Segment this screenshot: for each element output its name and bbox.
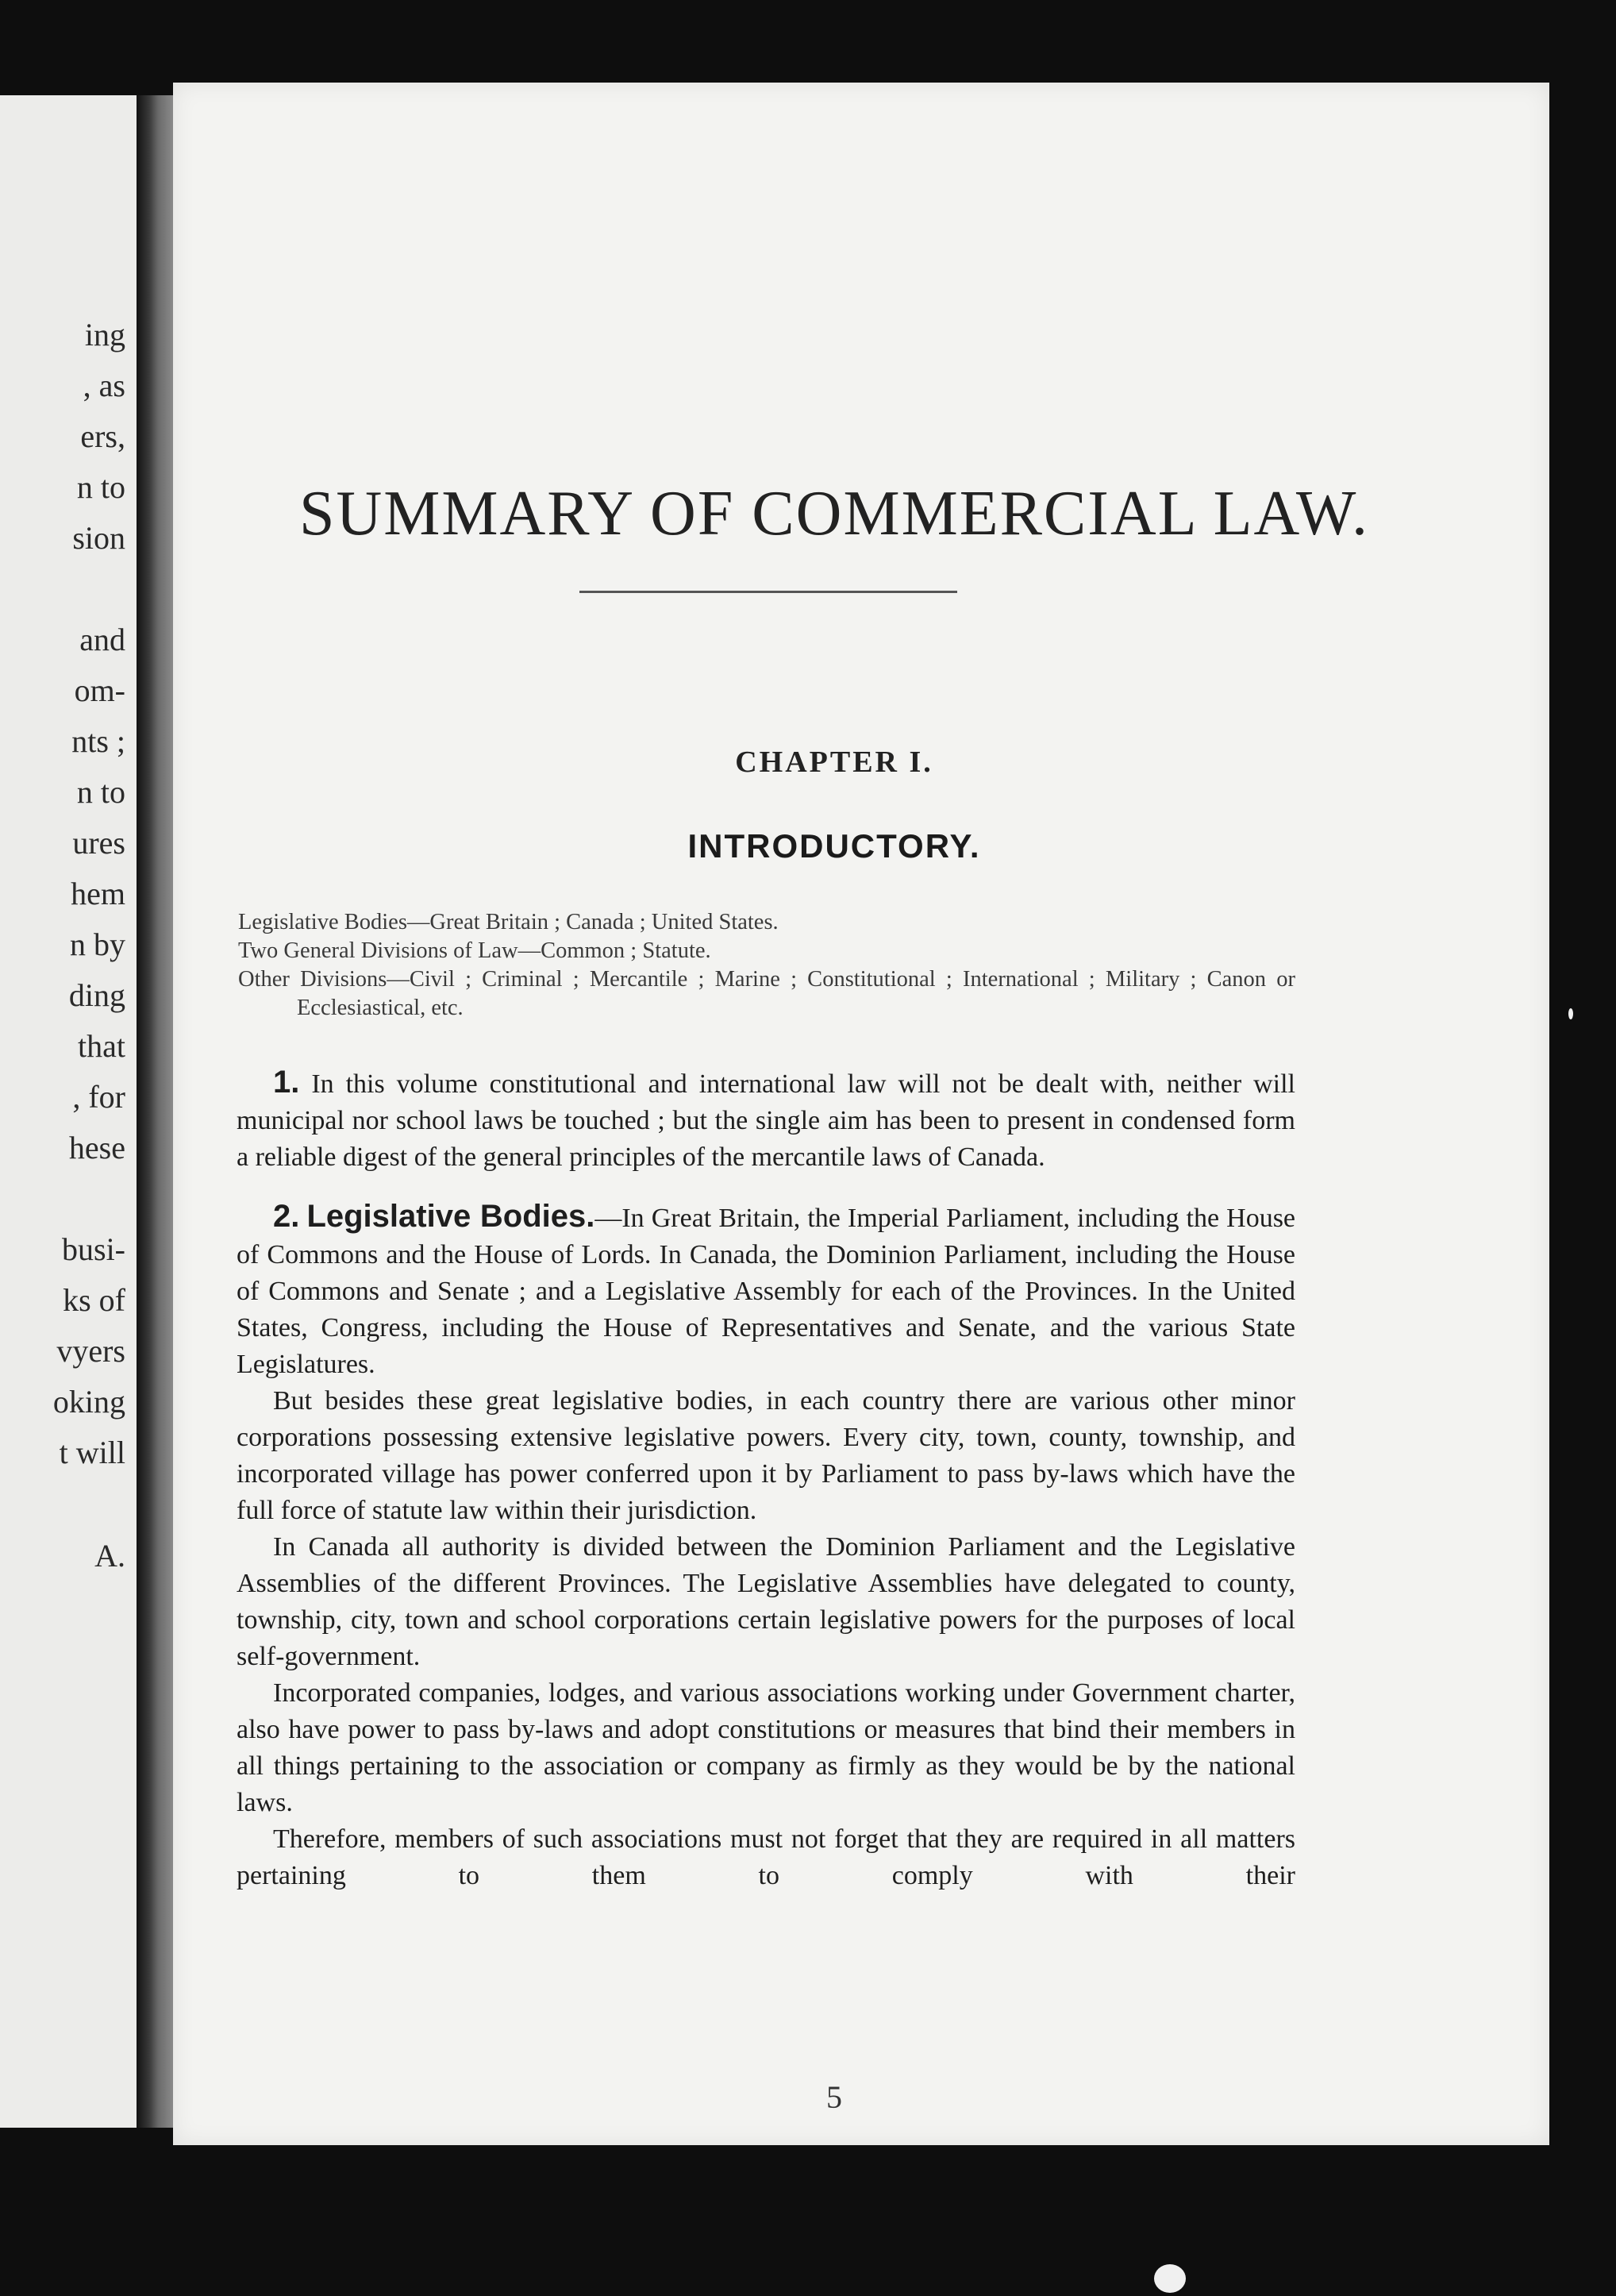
synopsis-line: Legislative Bodies—Great Britain ; Canada ; United States. bbox=[238, 910, 779, 934]
facing-page-fragment: ks of bbox=[63, 1282, 125, 1318]
book-page bbox=[173, 83, 1549, 2145]
facing-page-fragment: ding bbox=[68, 977, 125, 1013]
paragraph: But besides these great legislative bodies, in each country there are various other minor corporations possessing extensive legislative powers. Every city, town, county, township, and incorporated village has power conferred upon it by Parliament to pass by-laws which have the full force of statute law within their jurisdiction. bbox=[237, 1386, 1295, 1525]
paragraph: In Canada all authority is divided between the Dominion Parliament and the Legislative Assemblies of the different Provinces. The Legislative Assemblies have delegated to county, township, city, town and school corporations certain legislative powers for the purposes of local self-government. bbox=[237, 1532, 1295, 1671]
title-divider bbox=[579, 591, 957, 593]
section-1 bbox=[237, 1064, 1295, 1176]
synopsis-line: Two General Divisions of Law—Common ; Statute. bbox=[238, 938, 711, 963]
facing-page-fragment: , as bbox=[83, 368, 125, 403]
scan-speck bbox=[1154, 2264, 1186, 2293]
facing-page-fragment: n to bbox=[76, 774, 125, 810]
facing-page-fragment: n to bbox=[76, 469, 125, 505]
facing-page-fragment: , for bbox=[72, 1079, 125, 1115]
page-number: 5 bbox=[826, 2079, 842, 2115]
facing-page-fragment: that bbox=[78, 1028, 125, 1064]
facing-page-fragment: ing bbox=[84, 317, 125, 352]
synopsis-line: Other Divisions—Civil ; Criminal ; Mercantile ; Marine ; Constitutional ; International ; Military ; Canon or Ecclesiastical, etc. bbox=[238, 967, 1295, 1020]
paragraph: Incorporated companies, lodges, and various associations working under Government charter, also have power to pass by-laws and adopt constitutions or measures that bind their members in all things pertaining to the association or company as firmly as they would be by the national laws. bbox=[237, 1678, 1295, 1817]
facing-page-fragment: oking bbox=[52, 1384, 125, 1420]
section-text: —In Great Britain, the Imperial Parliament, including the House of Commons and the House of Lords. In Canada, the Dominion Parliament, including the House of Commons and Senate ; and a Legislative Assembly for each of the Provinces. In the United States, Congress, including the House of Representatives and Senate, and the various State Legislatures. bbox=[237, 1204, 1296, 1379]
facing-page-fragment: hem bbox=[71, 876, 125, 911]
section-heading: Legislative Bodies. bbox=[306, 1199, 595, 1234]
facing-page-fragment: ers, bbox=[80, 418, 125, 454]
facing-page-fragment: ures bbox=[72, 825, 125, 861]
paragraph: Therefore, members of such associations must not forget that they are required in all matters pertaining to them to comply with their bbox=[237, 1824, 1295, 1890]
facing-page-fragment: om- bbox=[74, 672, 125, 708]
facing-page-fragment: A. bbox=[94, 1538, 125, 1574]
facing-page-fragment: and bbox=[79, 622, 125, 657]
facing-page-fragment: hese bbox=[68, 1130, 125, 1165]
section-text: In this volume constitutional and international law will not be dealt with, neither will municipal nor school laws be touched ; but the single aim has been to present in condensed form a reliable digest of the general principles of the mercantile laws of Canada. bbox=[237, 1069, 1296, 1172]
body-text bbox=[237, 1064, 1295, 1894]
facing-page-fragment: n by bbox=[70, 926, 125, 962]
book-gutter bbox=[137, 95, 173, 2128]
section-number: 2. bbox=[273, 1199, 300, 1234]
chapter-number: CHAPTER I. bbox=[735, 745, 933, 779]
facing-page-fragment: nts ; bbox=[71, 723, 125, 759]
facing-page-fragment: vyers bbox=[56, 1333, 125, 1369]
chapter-title: INTRODUCTORY. bbox=[687, 827, 981, 865]
chapter-synopsis bbox=[238, 908, 1295, 1023]
facing-page-fragment: sion bbox=[72, 520, 125, 556]
facing-page-edge bbox=[0, 95, 138, 2128]
page-title: SUMMARY OF COMMERCIAL LAW. bbox=[298, 479, 1369, 549]
section-2 bbox=[237, 1198, 1295, 1383]
facing-page-fragment: busi- bbox=[62, 1231, 125, 1267]
section-number: 1. bbox=[273, 1065, 300, 1100]
scan-speck bbox=[1568, 1008, 1573, 1019]
facing-page-fragment: t will bbox=[59, 1435, 125, 1470]
